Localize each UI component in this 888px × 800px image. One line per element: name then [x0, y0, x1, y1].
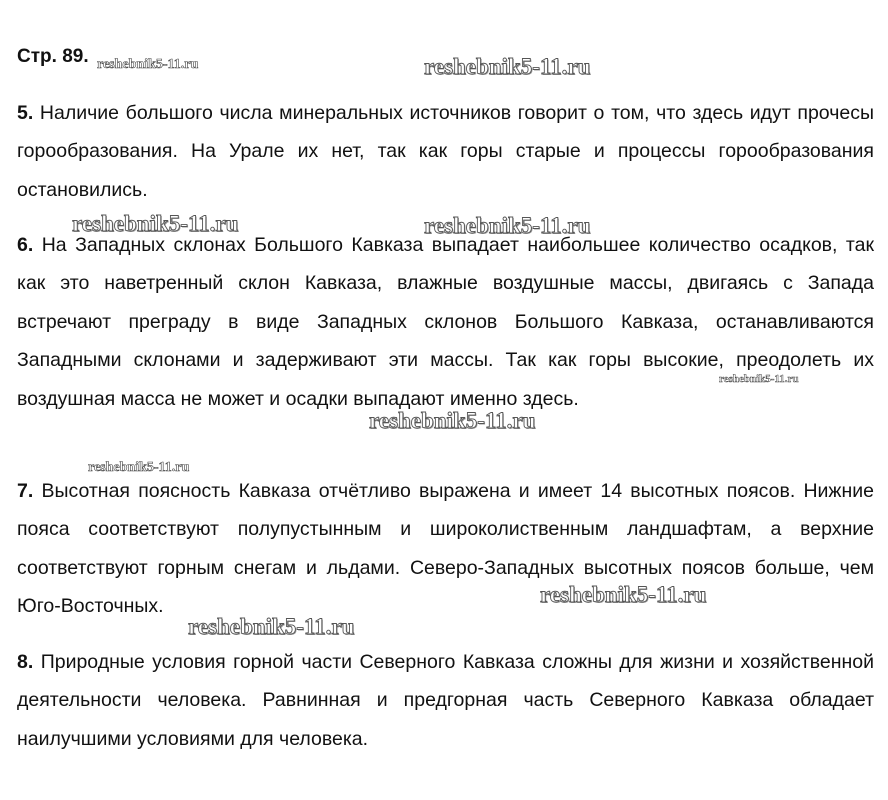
page-number-label: Стр. 89.: [17, 46, 89, 67]
answer-text: Наличие большого числа минеральных источников говорит о том, что здесь идут прочесы горообразования. На Урале их нет, так как горы старые и процессы горообразования остановились.: [17, 102, 874, 201]
watermark: reshebnik5-11.ru: [72, 211, 239, 236]
watermark: reshebnik5-11.ru: [424, 213, 591, 238]
answer-paragraph-5: [17, 94, 874, 209]
answer-text: На Западных склонах Большого Кавказа выпадает наибольшее количество осадков, так как это наветренный склон Кавказа, влажные воздушные массы, двигаясь с Запада встречают преграду в виде Западных склонов Большого Кавказа, останавливаются Западными склонами и задерживают эти массы. Так как горы высокие, преодолеть их воздушная масса не может и осадки выпадают именно здесь.: [17, 234, 874, 410]
answer-text: Природные условия горной части Северного Кавказа сложны для жизни и хозяйственной деятельности человека. Равнинная и предгорная часть Северного Кавказа обладает наилучшими условиями для человека.: [17, 651, 874, 750]
answer-number: 5.: [17, 102, 34, 124]
watermark: reshebnik5-11.ru: [424, 54, 591, 79]
answer-paragraph-7: [17, 472, 874, 626]
answer-number: 8.: [17, 651, 34, 673]
watermark: reshebnik5-11.ru: [188, 614, 355, 639]
answer-number: 6.: [17, 234, 34, 256]
answer-paragraph-8: [17, 643, 874, 758]
answer-number: 7.: [17, 480, 34, 502]
watermark: reshebnik5-11.ru: [540, 582, 707, 607]
watermark: reshebnik5-11.ru: [97, 57, 199, 72]
answer-paragraph-6: [17, 226, 874, 418]
watermark: reshebnik5-11.ru: [369, 408, 536, 433]
watermark: reshebnik5-11.ru: [88, 460, 190, 475]
watermark: reshebnik5-11.ru: [719, 373, 799, 385]
answer-text: Высотная поясность Кавказа отчётливо выражена и имеет 14 высотных поясов. Нижние пояса соответствуют полупустынным и широколиственным ландшафтам, а верхние соответствуют горным снегам и льдами. Северо-Западных высотных поясов больше, чем Юго-Восточных.: [17, 480, 874, 618]
